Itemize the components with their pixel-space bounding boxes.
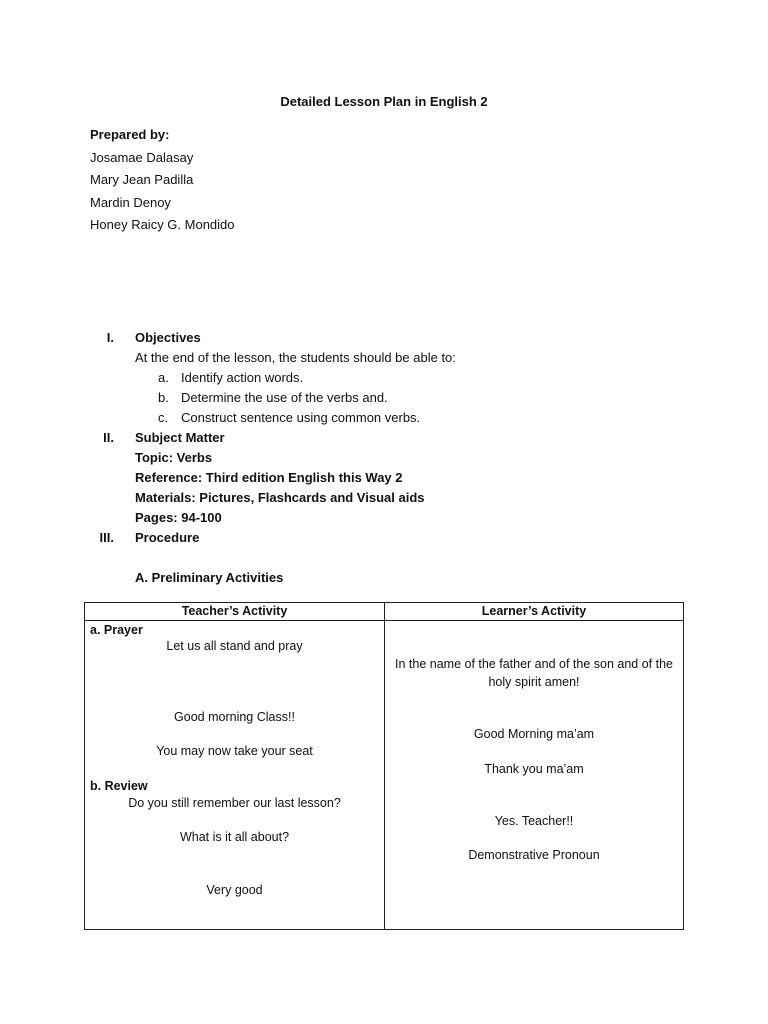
section-numeral: III.	[99, 530, 114, 545]
preliminary-activities-heading: A. Preliminary Activities	[135, 570, 284, 585]
teacher-column-header: Teacher’s Activity	[181, 604, 288, 618]
author-name: Mardin Denoy	[90, 195, 171, 210]
list-letter: a.	[158, 370, 169, 385]
learner-line: Good Morning ma’am	[473, 727, 595, 741]
objectives-heading: Objectives	[135, 330, 201, 345]
header-divider	[85, 620, 683, 621]
objective-item: Identify action words.	[181, 370, 304, 385]
section-numeral: I.	[106, 330, 114, 345]
reference-line: Reference: Third edition English this Way 2	[135, 470, 403, 485]
author-name: Josamae Dalasay	[90, 150, 194, 165]
learner-line: In the name of the father and of the son and of the	[395, 657, 673, 671]
pages-line: Pages: 94-100	[135, 510, 222, 525]
teacher-line: Good morning Class!!	[174, 710, 295, 724]
section-numeral: II.	[103, 430, 114, 445]
procedure-heading: Procedure	[135, 530, 200, 545]
activities-table	[84, 602, 684, 930]
materials-line: Materials: Pictures, Flashcards and Visual aids	[135, 490, 425, 505]
list-letter: c.	[158, 410, 169, 425]
review-label: b. Review	[90, 779, 148, 793]
author-name: Honey Raicy G. Mondido	[90, 217, 235, 232]
teacher-line: Let us all stand and pray	[166, 639, 303, 653]
teacher-line: Very good	[206, 883, 263, 897]
topic-line: Topic: Verbs	[135, 450, 213, 465]
learner-column-header: Learner’s Activity	[481, 604, 587, 618]
teacher-line: Do you still remember our last lesson?	[128, 796, 341, 810]
learner-line: holy spirit amen!	[488, 675, 580, 689]
author-name: Mary Jean Padilla	[90, 172, 194, 187]
learner-line: Yes. Teacher!!	[494, 814, 574, 828]
prepared-by-label: Prepared by:	[90, 127, 170, 142]
learner-line: Thank you ma’am	[484, 762, 584, 776]
list-letter: b.	[158, 390, 169, 405]
document-title: Detailed Lesson Plan in English 2	[280, 94, 488, 109]
objective-item: Construct sentence using common verbs.	[181, 410, 421, 425]
subject-matter-heading: Subject Matter	[135, 430, 225, 445]
teacher-line: You may now take your seat	[156, 744, 313, 758]
objectives-intro: At the end of the lesson, the students should be able to:	[135, 350, 456, 365]
learner-line: Demonstrative Pronoun	[468, 848, 600, 862]
teacher-line: What is it all about?	[179, 830, 290, 844]
prayer-label: a. Prayer	[90, 623, 143, 637]
objective-item: Determine the use of the verbs and.	[181, 390, 388, 405]
